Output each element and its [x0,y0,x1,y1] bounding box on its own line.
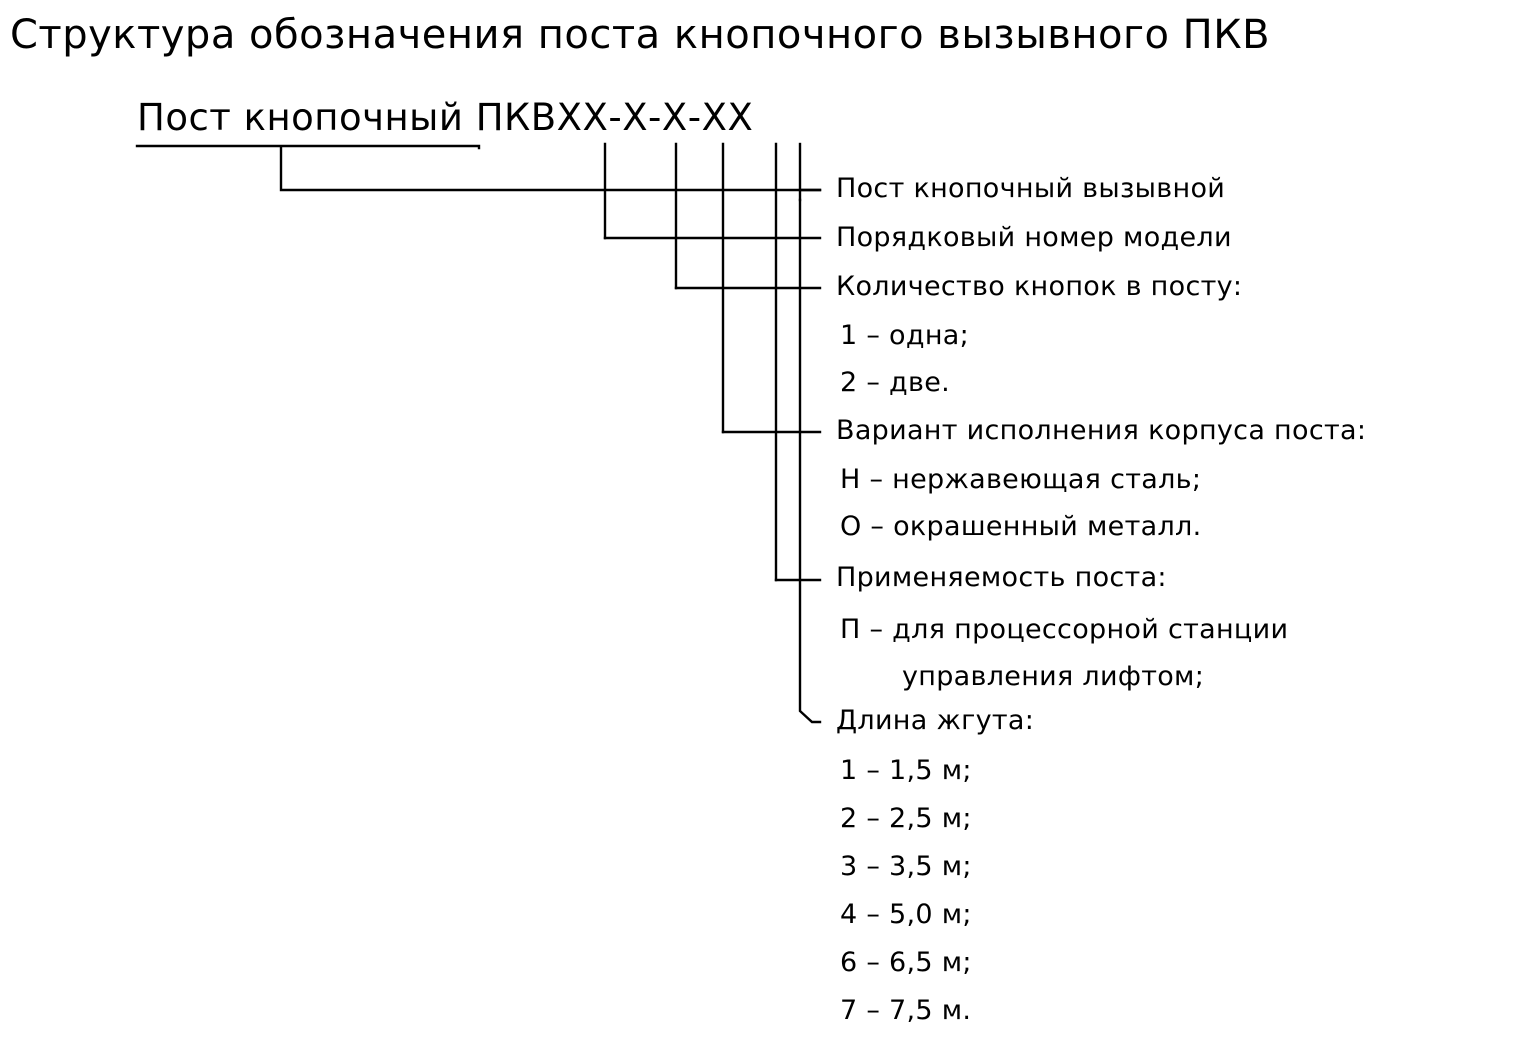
callout-label-model-number: Порядковый номер модели [836,222,1232,253]
callout-option-buttons-2: 2 – две. [840,367,951,398]
callout-option-harness-2: 2 – 2,5 м; [840,803,972,834]
callout-option-harness-3: 3 – 3,5 м; [840,851,972,882]
callout-option-body-o: О – окрашенный металл. [840,511,1202,542]
callout-option-harness-1: 1 – 1,5 м; [840,755,972,786]
callout-option-applicability-p: П – для процессорной станции [840,614,1289,645]
callout-label-buttons-count: Количество кнопок в посту: [836,271,1243,302]
callout-label-applicability: Применяемость поста: [836,562,1167,593]
designation-code: Пост кнопочный ПКВХХ-Х-Х-ХХ [137,96,754,139]
callout-option-applicability-p-cont: управления лифтом; [902,661,1205,692]
callout-label-product-name: Пост кнопочный вызывной [836,173,1226,204]
callout-label-body-variant: Вариант исполнения корпуса поста: [836,415,1367,446]
callout-option-harness-6: 6 – 6,5 м; [840,947,972,978]
callout-label-harness-length: Длина жгута: [836,705,1035,736]
callout-option-body-n: Н – нержавеющая сталь; [840,464,1202,495]
diagram-title: Структура обозначения поста кнопочного вызывного ПКВ [10,12,1271,58]
callout-option-harness-7: 7 – 7,5 м. [840,995,972,1026]
callout-option-buttons-1: 1 – одна; [840,320,970,351]
callout-option-harness-4: 4 – 5,0 м; [840,899,972,930]
